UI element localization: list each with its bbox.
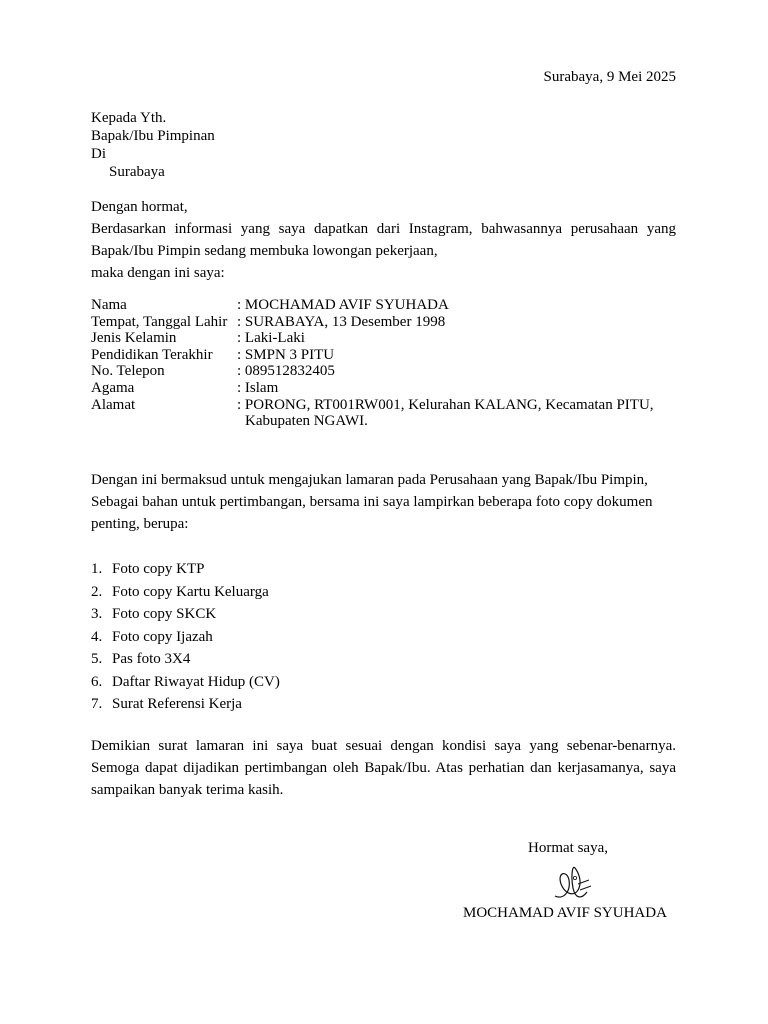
list-item — [91, 671, 280, 694]
applicant-info — [91, 297, 654, 430]
list-text: Foto copy Kartu Keluarga — [112, 583, 269, 600]
info-row — [91, 397, 654, 414]
list-number: 1. — [91, 561, 103, 577]
info-row — [91, 314, 654, 331]
info-row — [91, 363, 654, 380]
list-text: Surat Referensi Kerja — [112, 696, 242, 712]
recipient-line: Di — [91, 146, 106, 162]
info-value: : Laki-Laki — [237, 330, 305, 347]
list-item — [91, 558, 280, 581]
closing-greeting: Hormat saya, — [528, 840, 608, 856]
list-text: Pas foto 3X4 — [112, 651, 191, 667]
recipient-line: Bapak/Ibu Pimpinan — [91, 128, 215, 144]
info-row — [91, 297, 654, 314]
info-value: : SMPN 3 PITU — [237, 346, 335, 363]
list-number: 3. — [91, 606, 103, 622]
attachment-list — [91, 558, 280, 716]
info-value: : PORONG, RT001RW001, Kelurahan KALANG, Kecamatan PITU, — [237, 396, 654, 413]
recipient-line: Kepada Yth. — [91, 110, 167, 126]
list-item — [91, 648, 280, 671]
info-label: Alamat — [91, 396, 136, 413]
info-value: : 089512832405 — [237, 363, 335, 380]
info-value: : Islam — [237, 379, 279, 396]
letter-date: Surabaya, 9 Mei 2025 — [543, 69, 676, 85]
list-item — [91, 603, 280, 626]
list-number: 6. — [91, 673, 103, 690]
info-label: No. Telepon — [91, 363, 165, 380]
info-row — [91, 330, 654, 347]
info-value: : SURABAYA, 13 Desember 1998 — [237, 313, 446, 330]
list-number: 2. — [91, 583, 103, 600]
info-row — [91, 380, 654, 397]
list-item — [91, 581, 280, 604]
purpose-paragraph: Dengan ini bermaksud untuk mengajukan lamaran pada Perusahaan yang Bapak/Ibu Pimpin, Sebagai bahan untuk pertimbangan, bersama ini saya lampirkan beberapa foto copy dokumen penting, berupa: — [91, 472, 653, 532]
list-number: 4. — [91, 628, 103, 645]
list-item — [91, 626, 280, 649]
salutation: Dengan hormat, — [91, 199, 188, 215]
list-item — [91, 693, 280, 716]
opening-paragraph: Berdasarkan informasi yang saya dapatkan dari Instagram, bahwasannya perusahaan yang Bapak/Ibu Pimpin sedang membuka lowongan pekerjaan, — [91, 221, 676, 259]
intro-line: maka dengan ini saya: — [91, 265, 225, 281]
info-row — [91, 347, 654, 364]
recipient-block — [91, 109, 215, 181]
signature-icon — [545, 858, 595, 908]
list-text: Foto copy Ijazah — [112, 628, 213, 645]
closing-paragraph: Demikian surat lamaran ini saya buat sesuai dengan kondisi saya yang sebenar-benarnya. Semoga dapat dijadikan pertimbangan oleh Bapak/Ibu. Atas perhatian dan kerjasamanya, saya sampaikan banyak terima kasih. — [91, 738, 676, 798]
info-label: Tempat, Tanggal Lahir — [91, 313, 228, 330]
info-label: Agama — [91, 379, 135, 396]
info-value: : MOCHAMAD AVIF SYUHADA — [237, 297, 449, 313]
address-continuation: Kabupaten NGAWI. — [245, 413, 368, 430]
signature-name: MOCHAMAD AVIF SYUHADA — [463, 905, 667, 921]
info-label: Pendidikan Terakhir — [91, 346, 213, 363]
list-number: 7. — [91, 696, 103, 712]
recipient-line: Surabaya — [109, 164, 165, 180]
list-text: Daftar Riwayat Hidup (CV) — [112, 673, 280, 690]
list-text: Foto copy SKCK — [112, 606, 217, 622]
info-label: Nama — [91, 297, 127, 313]
info-label: Jenis Kelamin — [91, 330, 177, 347]
list-text: Foto copy KTP — [112, 561, 205, 577]
list-number: 5. — [91, 651, 103, 667]
